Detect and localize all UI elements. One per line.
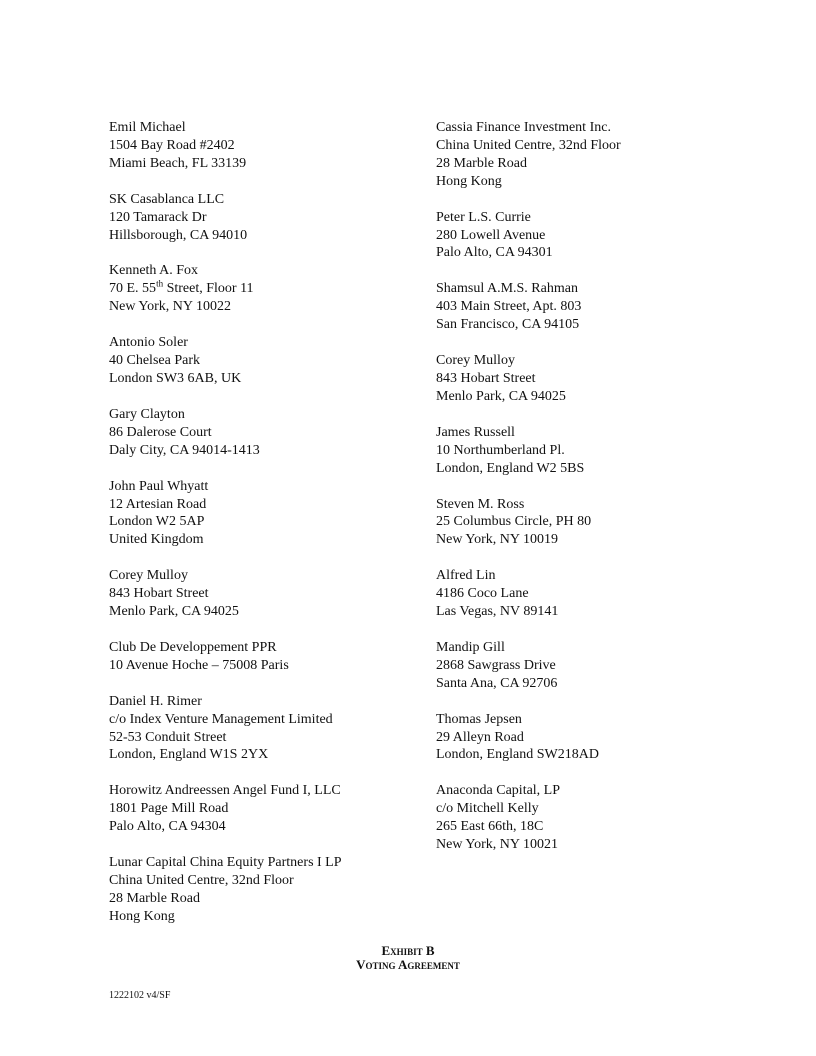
address-line: Shamsul A.M.S. Rahman [436,281,578,297]
address-line: 12 Artesian Road [109,496,207,512]
address-line: 10 Avenue Hoche – 75008 Paris [109,657,289,673]
address-line: London W2 5AP [109,514,205,530]
address-line: Hillsborough, CA 94010 [109,227,248,243]
address-line: 843 Hobart Street [436,370,536,386]
address-line: New York, NY 10019 [436,532,558,548]
address-line: 52-53 Conduit Street [109,729,227,745]
address-line: Thomas Jepsen [436,711,522,727]
address-column-left [109,119,419,944]
address-line: 2868 Sawgrass Drive [436,657,556,673]
address-line: Gary Clayton [109,406,185,422]
address-line: c/o Index Venture Management Limited [109,711,333,727]
address-line: Hong Kong [436,173,502,189]
address-line: Las Vegas, NV 89141 [436,604,559,620]
address-line: Horowitz Andreessen Angel Fund I, LLC [109,783,341,799]
address-block [436,352,796,406]
address-block [109,262,419,316]
address-column-right [436,119,796,872]
address-line: James Russell [436,424,515,440]
address-block [109,782,419,836]
address-line: New York, NY 10021 [436,837,558,853]
address-line: 28 Marble Road [109,890,200,906]
address-line: Club De Developpement PPR [109,639,277,655]
address-line: London, England SW218AD [436,747,599,763]
address-line: Cassia Finance Investment Inc. [436,120,611,135]
address-line: 1801 Page Mill Road [109,801,229,817]
address-line: Steven M. Ross [436,496,525,512]
address-line: London, England W1S 2YX [109,747,269,763]
address-line: Daniel H. Rimer [109,693,202,709]
address-line: London, England W2 5BS [436,460,585,476]
address-line: New York, NY 10022 [109,299,231,315]
address-line: Daly City, CA 94014-1413 [109,442,260,458]
address-block [109,191,419,245]
address-block [109,639,419,675]
address-block [109,119,419,173]
address-line: San Francisco, CA 94105 [436,317,580,333]
address-line: 86 Dalerose Court [109,424,212,440]
address-line: 10 Northumberland Pl. [436,442,565,458]
address-line: 28 Marble Road [436,155,527,171]
address-line: United Kingdom [109,532,204,548]
address-line: Mandip Gill [436,639,505,655]
address-line: Palo Alto, CA 94304 [109,819,226,835]
address-block [436,424,796,478]
address-block [436,496,796,550]
address-line: Kenneth A. Fox [109,263,199,279]
address-line: Antonio Soler [109,335,188,351]
address-line: John Paul Whyatt [109,478,209,494]
exhibit-label: Exhibit B [381,943,435,958]
address-line: 70 E. 55th Street, Floor 11 [109,278,254,297]
address-line: Hong Kong [109,908,175,924]
address-block [109,478,419,550]
address-line: London SW3 6AB, UK [109,370,242,386]
address-block [109,334,419,388]
address-line: Corey Mulloy [109,568,188,584]
exhibit-title: Voting Agreement [356,957,460,972]
address-block [109,406,419,460]
address-line: SK Casablanca LLC [109,191,225,207]
address-block [109,567,419,621]
address-line: Menlo Park, CA 94025 [436,388,566,404]
address-line: China United Centre, 32nd Floor [436,137,621,153]
address-line: Corey Mulloy [436,353,515,369]
address-line: Alfred Lin [436,568,496,584]
address-block [109,693,419,765]
address-line: Lunar Capital China Equity Partners I LP [109,855,342,871]
exhibit-heading [0,944,816,972]
address-line: Miami Beach, FL 33139 [109,155,247,171]
address-block [436,209,796,263]
address-line: Peter L.S. Currie [436,209,531,225]
address-line: 25 Columbus Circle, PH 80 [436,514,592,530]
address-block [436,280,796,334]
address-line: 29 Alleyn Road [436,729,524,745]
document-id: 1222102 v4/SF [109,990,171,1001]
address-line: Santa Ana, CA 92706 [436,675,558,691]
address-block [436,639,796,693]
address-line: 4186 Coco Lane [436,586,529,602]
address-block [436,567,796,621]
address-line: 120 Tamarack Dr [109,209,207,225]
address-line: 1504 Bay Road #2402 [109,137,235,153]
address-line: c/o Mitchell Kelly [436,801,539,817]
address-block [436,711,796,765]
address-line: Menlo Park, CA 94025 [109,604,239,620]
address-line: Anaconda Capital, LP [436,783,561,799]
address-line: China United Centre, 32nd Floor [109,873,294,888]
address-line: 40 Chelsea Park [109,353,200,369]
address-block [436,782,796,854]
address-line: 843 Hobart Street [109,586,209,602]
address-line: 280 Lowell Avenue [436,227,546,243]
address-line: 403 Main Street, Apt. 803 [436,299,582,315]
address-block [436,119,796,191]
address-block [109,854,419,926]
address-line: 265 East 66th, 18C [436,819,544,835]
address-line: Palo Alto, CA 94301 [436,245,553,261]
address-line: Emil Michael [109,120,186,135]
